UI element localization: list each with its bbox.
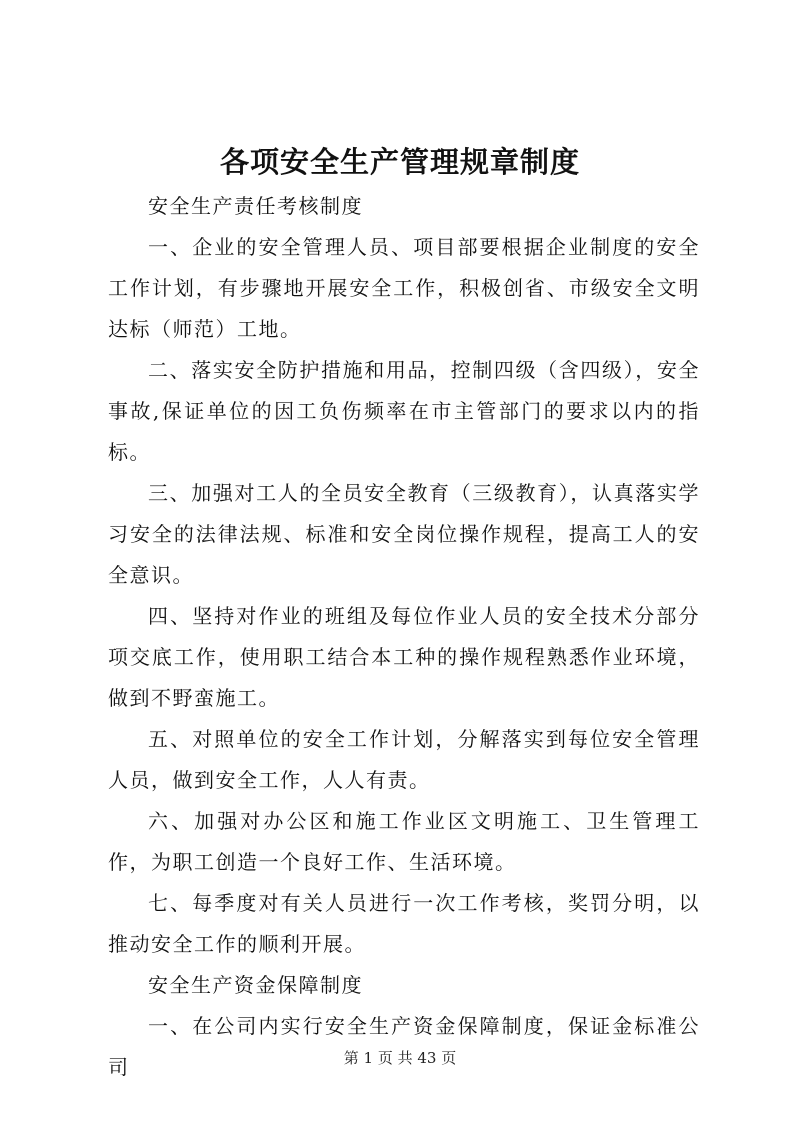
section-heading: 安全生产责任考核制度	[148, 194, 363, 218]
paragraph: 四、坚持对作业的班组及每位作业人员的安全技术分部分项交底工作，使用职工结合本工种的操作规程熟悉作业环境，做到不野蛮施工。	[108, 604, 700, 710]
paragraph: 六、加强对办公区和施工作业区文明施工、卫生管理工作，为职工创造一个良好工作、生活环境。	[108, 809, 700, 874]
document-body	[108, 186, 700, 1088]
paragraph: 三、加强对工人的全员安全教育（三级教育），认真落实学习安全的法律法规、标准和安全岗位操作规程，提高工人的安全意识。	[108, 481, 700, 587]
paragraph: 五、对照单位的安全工作计划，分解落实到每位安全管理人员，做到安全工作，人人有责。	[108, 727, 700, 792]
paragraph: 一、企业的安全管理人员、项目部要根据企业制度的安全工作计划，有步骤地开展安全工作，积极创省、市级安全文明达标（师范）工地。	[108, 235, 700, 341]
section-heading: 安全生产资金保障制度	[148, 973, 363, 997]
paragraph: 一、在公司内实行安全生产资金保障制度，保证金标准公司	[108, 1014, 700, 1079]
paragraph: 二、落实安全防护措施和用品，控制四级（含四级），安全事故,保证单位的因工负伤频率在市主管部门的要求以内的指标。	[108, 358, 700, 464]
document-title: 各项安全生产管理规章制度	[219, 145, 580, 179]
paragraph: 七、每季度对有关人员进行一次工作考核，奖罚分明，以推动安全工作的顺利开展。	[108, 891, 700, 956]
page-footer: 第 1 页 共 43 页	[343, 1049, 457, 1067]
